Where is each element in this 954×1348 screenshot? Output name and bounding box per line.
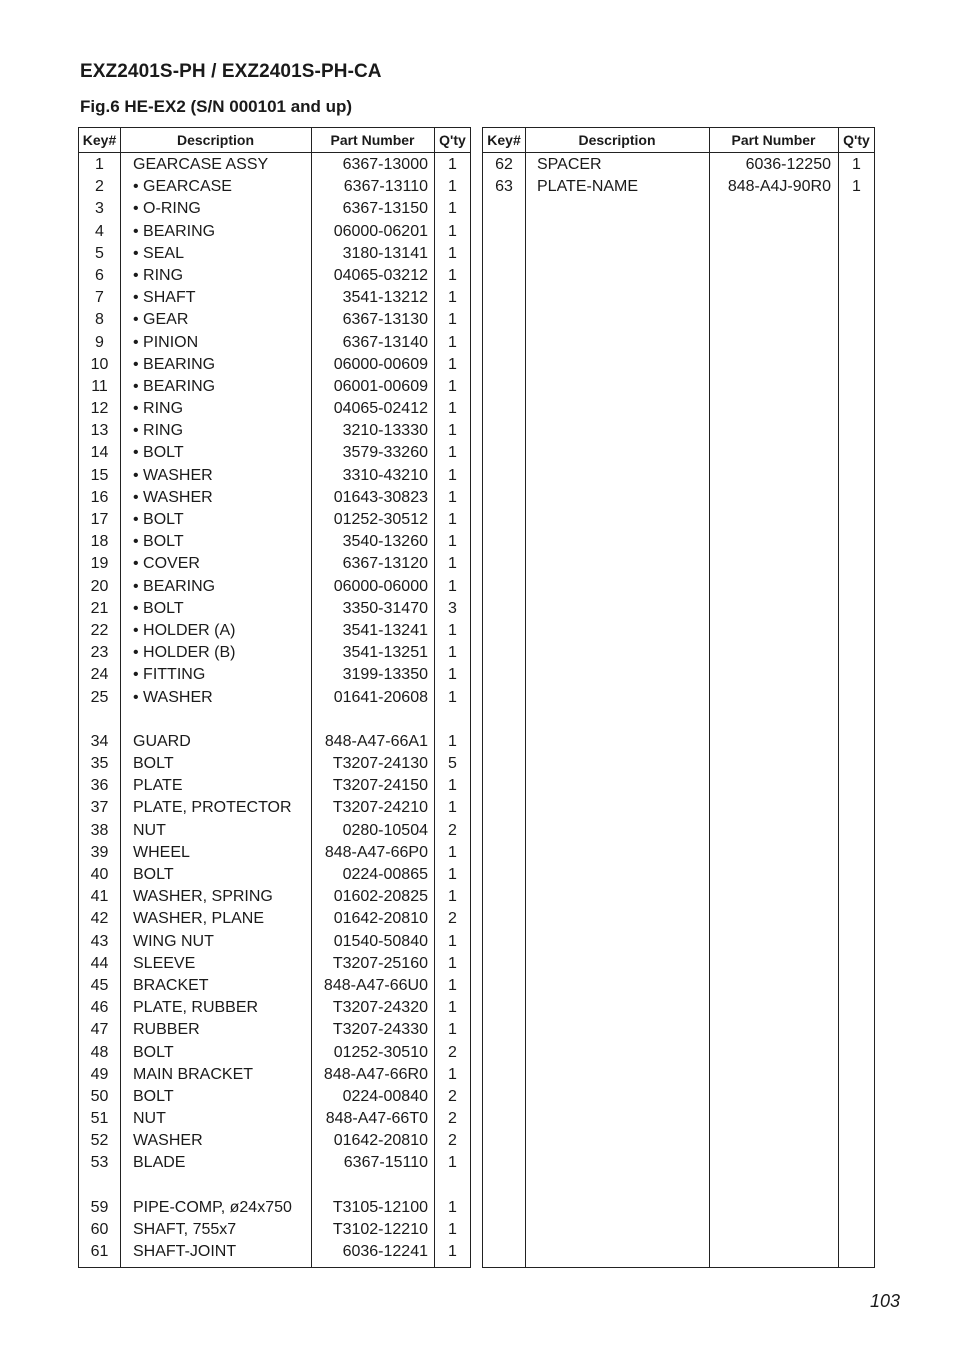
qty-cell: 1 bbox=[448, 888, 457, 906]
key-cell: 12 bbox=[90, 400, 109, 418]
table-row bbox=[79, 775, 470, 797]
qty-cell: 1 bbox=[448, 511, 457, 528]
description-cell: BOLT bbox=[133, 1087, 174, 1105]
qty-cell: 1 bbox=[448, 1021, 457, 1039]
table-row bbox=[79, 731, 470, 753]
table-row bbox=[79, 687, 470, 709]
description-cell: • SEAL bbox=[133, 244, 184, 262]
qty-cell: 1 bbox=[448, 1198, 457, 1216]
part-number-cell: 3350-31470 bbox=[342, 599, 428, 617]
key-cell: 1 bbox=[95, 156, 104, 173]
description-cell: • BEARING bbox=[133, 377, 216, 395]
table-row bbox=[79, 886, 470, 908]
qty-cell: 1 bbox=[448, 666, 457, 684]
key-cell: 59 bbox=[90, 1198, 109, 1216]
key-cell: 39 bbox=[90, 843, 109, 861]
part-number-cell: 6367-15110 bbox=[343, 1154, 428, 1172]
description-cell: • WASHER bbox=[133, 688, 213, 706]
key-cell: 42 bbox=[90, 910, 109, 928]
description-cell: MAIN BRACKET bbox=[133, 1065, 254, 1083]
table-row bbox=[79, 953, 470, 975]
table-row bbox=[79, 354, 470, 376]
qty-cell: 1 bbox=[448, 444, 457, 462]
key-cell: 10 bbox=[90, 355, 109, 373]
table-row bbox=[79, 931, 470, 953]
part-number-cell: 3180-13141 bbox=[342, 244, 428, 262]
key-cell: 8 bbox=[95, 311, 104, 329]
table-row bbox=[79, 465, 470, 487]
part-number-cell: 06000-06000 bbox=[333, 577, 428, 595]
part-number-cell: T3207-24210 bbox=[332, 799, 428, 817]
table-row bbox=[79, 1219, 470, 1241]
qty-cell: 2 bbox=[448, 1110, 457, 1128]
part-number-cell: 3540-13260 bbox=[342, 533, 428, 551]
key-cell: 16 bbox=[90, 488, 109, 506]
description-cell: • BOLT bbox=[133, 511, 184, 528]
qty-cell: 1 bbox=[448, 244, 457, 262]
key-cell: 45 bbox=[90, 976, 109, 994]
description-cell: WASHER bbox=[133, 1132, 203, 1150]
key-cell: 52 bbox=[90, 1132, 109, 1150]
part-number-cell: 01643-30823 bbox=[333, 488, 428, 506]
table-row bbox=[79, 531, 470, 553]
parts-table-right bbox=[482, 127, 875, 1268]
part-number-cell: 848-A4J-90R0 bbox=[727, 178, 831, 196]
figure-title: Fig.6 HE-EX2 (S/N 000101 and up) bbox=[80, 97, 353, 116]
qty-cell: 1 bbox=[852, 178, 861, 196]
column-header-description: Description bbox=[578, 132, 656, 148]
part-number-cell: 06000-00609 bbox=[333, 355, 428, 373]
table-row bbox=[79, 198, 470, 220]
part-number-cell: 848-A47-66U0 bbox=[323, 976, 428, 994]
qty-cell: 1 bbox=[852, 156, 861, 173]
description-cell: • COVER bbox=[133, 555, 200, 573]
description-cell: • GEARCASE bbox=[133, 178, 232, 196]
table-row bbox=[79, 1086, 470, 1108]
page-number: 103 bbox=[869, 1291, 900, 1311]
part-number-cell: T3207-24330 bbox=[332, 1021, 428, 1039]
table-row bbox=[79, 753, 470, 775]
key-cell: 5 bbox=[95, 244, 104, 262]
qty-cell: 1 bbox=[448, 866, 457, 883]
key-cell: 34 bbox=[90, 732, 109, 750]
part-number-cell: 3310-43210 bbox=[342, 466, 428, 484]
description-cell: BRACKET bbox=[133, 976, 209, 994]
qty-cell: 1 bbox=[448, 400, 457, 418]
parts-table-left bbox=[78, 127, 471, 1268]
part-number-cell: 848-A47-66R0 bbox=[323, 1065, 428, 1083]
qty-cell: 1 bbox=[448, 178, 457, 196]
part-number-cell: 3541-13212 bbox=[342, 289, 428, 307]
column-divider bbox=[709, 128, 710, 1267]
part-number-cell: 6367-13120 bbox=[342, 555, 428, 573]
qty-cell: 3 bbox=[448, 599, 457, 617]
key-cell: 37 bbox=[90, 799, 109, 817]
table-row bbox=[79, 553, 470, 575]
part-number-cell: 848-A47-66A1 bbox=[324, 732, 428, 750]
table-row bbox=[79, 1064, 470, 1086]
description-cell: • HOLDER (A) bbox=[133, 621, 236, 639]
part-number-cell: 3541-13251 bbox=[342, 644, 428, 662]
table-row bbox=[79, 664, 470, 686]
key-cell: 46 bbox=[90, 999, 109, 1017]
part-number-cell: 01252-30510 bbox=[333, 1043, 428, 1061]
table-row bbox=[79, 975, 470, 997]
qty-cell: 1 bbox=[448, 156, 457, 173]
table-row bbox=[79, 820, 470, 842]
description-cell: GEARCASE ASSY bbox=[133, 156, 269, 173]
part-number-cell: 01641-20608 bbox=[333, 688, 428, 706]
qty-cell: 1 bbox=[448, 377, 457, 395]
part-number-cell: 6367-13000 bbox=[342, 156, 428, 173]
qty-cell: 1 bbox=[448, 954, 457, 972]
table-row bbox=[79, 287, 470, 309]
key-cell: 22 bbox=[90, 621, 109, 639]
description-cell: WING NUT bbox=[133, 932, 214, 950]
header-divider bbox=[79, 152, 470, 153]
description-cell: • SHAFT bbox=[133, 289, 196, 307]
qty-cell: 1 bbox=[448, 1065, 457, 1083]
description-cell: • BEARING bbox=[133, 222, 216, 240]
table-row bbox=[79, 243, 470, 265]
qty-cell: 2 bbox=[448, 1087, 457, 1105]
key-cell: 9 bbox=[95, 333, 104, 351]
table-row bbox=[79, 842, 470, 864]
description-cell: • RING bbox=[133, 422, 184, 440]
description-cell: • BOLT bbox=[133, 599, 184, 617]
column-divider bbox=[838, 128, 839, 1267]
key-cell: 13 bbox=[90, 422, 109, 440]
part-number-cell: 6036-12250 bbox=[745, 156, 831, 173]
qty-cell: 1 bbox=[448, 1221, 457, 1238]
part-number-cell: 04065-03212 bbox=[333, 266, 428, 284]
qty-cell: 1 bbox=[448, 799, 457, 817]
key-cell: 63 bbox=[495, 178, 513, 196]
qty-cell: 1 bbox=[448, 1243, 457, 1261]
key-cell: 25 bbox=[90, 688, 109, 706]
description-cell: NUT bbox=[133, 1110, 166, 1128]
part-number-cell: 01602-20825 bbox=[333, 888, 428, 906]
part-number-cell: 6367-13140 bbox=[342, 333, 428, 351]
part-number-cell: T3207-24150 bbox=[332, 777, 428, 795]
qty-cell: 1 bbox=[448, 688, 457, 706]
qty-cell: 1 bbox=[448, 533, 457, 551]
description-cell: • BOLT bbox=[133, 533, 184, 551]
column-header-key: Key# bbox=[487, 132, 521, 148]
table-row bbox=[79, 442, 470, 464]
part-number-cell: 06000-06201 bbox=[333, 222, 428, 240]
description-cell: SHAFT, 755x7 bbox=[133, 1221, 237, 1238]
qty-cell: 2 bbox=[448, 1043, 457, 1061]
part-number-cell: 04065-02412 bbox=[333, 400, 428, 418]
description-cell: • O-RING bbox=[133, 200, 201, 218]
key-cell: 3 bbox=[95, 200, 104, 218]
key-cell: 11 bbox=[91, 377, 108, 395]
qty-cell: 2 bbox=[448, 821, 457, 839]
description-cell: • GEAR bbox=[133, 311, 189, 329]
column-header-qty: Q'ty bbox=[843, 132, 870, 148]
table-row bbox=[79, 620, 470, 642]
column-header-qty: Q'ty bbox=[439, 132, 466, 148]
description-cell: SPACER bbox=[537, 156, 602, 173]
key-cell: 17 bbox=[90, 511, 109, 528]
qty-cell: 1 bbox=[448, 488, 457, 506]
qty-cell: 1 bbox=[448, 577, 457, 595]
table-row bbox=[79, 908, 470, 930]
qty-cell: 1 bbox=[448, 222, 457, 240]
description-cell: BLADE bbox=[133, 1154, 186, 1172]
part-number-cell: 01642-20810 bbox=[333, 910, 428, 928]
qty-cell: 1 bbox=[448, 289, 457, 307]
table-row bbox=[79, 154, 470, 176]
description-cell: BOLT bbox=[133, 866, 174, 883]
description-cell: WASHER, SPRING bbox=[133, 888, 273, 906]
description-cell: • BOLT bbox=[133, 444, 184, 462]
part-number-cell: 3541-13241 bbox=[342, 621, 428, 639]
table-row bbox=[79, 487, 470, 509]
key-cell: 44 bbox=[90, 954, 109, 972]
key-cell: 20 bbox=[90, 577, 109, 595]
description-cell: • FITTING bbox=[133, 666, 206, 684]
table-row bbox=[79, 709, 470, 731]
part-number-cell: 0224-00865 bbox=[342, 866, 428, 883]
description-cell: • WASHER bbox=[133, 466, 213, 484]
key-cell: 36 bbox=[90, 777, 109, 795]
qty-cell: 2 bbox=[448, 1132, 457, 1150]
part-number-cell: T3105-12100 bbox=[332, 1198, 428, 1216]
qty-cell: 5 bbox=[448, 755, 457, 773]
table-row bbox=[79, 598, 470, 620]
table-row bbox=[79, 398, 470, 420]
description-cell: PLATE-NAME bbox=[537, 178, 639, 196]
description-cell: RUBBER bbox=[133, 1021, 200, 1039]
table-row bbox=[79, 576, 470, 598]
column-header-key: Key# bbox=[82, 132, 117, 148]
part-number-cell: 3199-13350 bbox=[342, 666, 428, 684]
description-cell: • BEARING bbox=[133, 355, 216, 373]
qty-cell: 1 bbox=[448, 1154, 457, 1172]
qty-cell: 1 bbox=[448, 644, 457, 662]
key-cell: 60 bbox=[90, 1221, 109, 1238]
description-cell: • HOLDER (B) bbox=[133, 644, 236, 662]
description-cell: WASHER, PLANE bbox=[133, 910, 264, 928]
model-title: EXZ2401S-PH / EXZ2401S-PH-CA bbox=[80, 61, 382, 82]
table-row bbox=[79, 1042, 470, 1064]
table-row bbox=[79, 176, 470, 198]
key-cell: 24 bbox=[90, 666, 109, 684]
part-number-cell: 848-A47-66T0 bbox=[325, 1110, 428, 1128]
table-row bbox=[79, 1241, 470, 1263]
description-cell: SHAFT-JOINT bbox=[133, 1243, 237, 1261]
key-cell: 49 bbox=[90, 1065, 109, 1083]
table-row bbox=[483, 154, 874, 176]
qty-cell: 1 bbox=[448, 999, 457, 1017]
part-number-cell: 3579-33260 bbox=[342, 444, 428, 462]
part-number-cell: T3207-24130 bbox=[332, 755, 428, 773]
table-row bbox=[79, 1152, 470, 1174]
description-cell: PLATE bbox=[133, 777, 183, 795]
column-divider bbox=[525, 128, 526, 1267]
table-row bbox=[79, 332, 470, 354]
key-cell: 51 bbox=[90, 1110, 109, 1128]
description-cell: WHEEL bbox=[133, 843, 190, 861]
description-cell: • WASHER bbox=[133, 488, 213, 506]
key-cell: 41 bbox=[90, 888, 109, 906]
key-cell: 40 bbox=[90, 866, 109, 883]
qty-cell: 2 bbox=[448, 910, 457, 928]
key-cell: 62 bbox=[495, 156, 513, 173]
qty-cell: 1 bbox=[448, 621, 457, 639]
qty-cell: 1 bbox=[448, 732, 457, 750]
part-number-cell: T3102-12210 bbox=[332, 1221, 428, 1238]
key-cell: 38 bbox=[90, 821, 109, 839]
qty-cell: 1 bbox=[448, 266, 457, 284]
qty-cell: 1 bbox=[448, 932, 457, 950]
table-row bbox=[79, 797, 470, 819]
key-cell: 43 bbox=[90, 932, 109, 950]
description-cell: NUT bbox=[133, 821, 166, 839]
key-cell: 14 bbox=[90, 444, 109, 462]
part-number-cell: 0224-00840 bbox=[342, 1087, 428, 1105]
part-number-cell: 01642-20810 bbox=[333, 1132, 428, 1150]
table-row bbox=[79, 420, 470, 442]
part-number-cell: 6367-13110 bbox=[343, 178, 428, 196]
key-cell: 47 bbox=[90, 1021, 109, 1039]
qty-cell: 1 bbox=[448, 777, 457, 795]
part-number-cell: 3210-13330 bbox=[342, 422, 428, 440]
key-cell: 35 bbox=[90, 755, 109, 773]
key-cell: 7 bbox=[95, 289, 104, 307]
key-cell: 2 bbox=[95, 178, 104, 196]
description-cell: • RING bbox=[133, 266, 184, 284]
table-row bbox=[79, 265, 470, 287]
description-cell: BOLT bbox=[133, 1043, 174, 1061]
table-row bbox=[79, 309, 470, 331]
key-cell: 50 bbox=[90, 1087, 109, 1105]
key-cell: 53 bbox=[90, 1154, 109, 1172]
qty-cell: 1 bbox=[448, 200, 457, 218]
description-cell: PIPE-COMP, ø24x750 bbox=[133, 1198, 292, 1216]
part-number-cell: T3207-24320 bbox=[332, 999, 428, 1017]
key-cell: 4 bbox=[95, 222, 104, 240]
description-cell: PLATE, PROTECTOR bbox=[133, 799, 292, 817]
column-header-part-number: Part Number bbox=[330, 132, 415, 148]
part-number-cell: 6367-13150 bbox=[342, 200, 428, 218]
qty-cell: 1 bbox=[448, 555, 457, 573]
key-cell: 18 bbox=[90, 533, 109, 551]
description-cell: SLEEVE bbox=[133, 954, 196, 972]
table-row bbox=[79, 997, 470, 1019]
header-divider bbox=[483, 152, 874, 153]
key-cell: 19 bbox=[90, 555, 109, 573]
qty-cell: 1 bbox=[448, 843, 457, 861]
table-row bbox=[79, 509, 470, 531]
qty-cell: 1 bbox=[448, 355, 457, 373]
qty-cell: 1 bbox=[448, 311, 457, 329]
description-cell: • RING bbox=[133, 400, 184, 418]
parts-list bbox=[79, 154, 470, 1263]
column-header-description: Description bbox=[176, 132, 254, 148]
table-row bbox=[79, 1175, 470, 1197]
qty-cell: 1 bbox=[448, 976, 457, 994]
description-cell: GUARD bbox=[133, 732, 191, 750]
part-number-cell: 01540-50840 bbox=[333, 932, 428, 950]
key-cell: 15 bbox=[90, 466, 109, 484]
qty-cell: 1 bbox=[448, 333, 457, 351]
part-number-cell: T3207-25160 bbox=[332, 954, 428, 972]
key-cell: 6 bbox=[95, 266, 104, 284]
table-row bbox=[483, 176, 874, 198]
part-number-cell: 01252-30512 bbox=[333, 511, 428, 528]
table-row bbox=[79, 1197, 470, 1219]
description-cell: • BEARING bbox=[133, 577, 216, 595]
table-row bbox=[79, 376, 470, 398]
column-header-part-number: Part Number bbox=[731, 132, 816, 148]
part-number-cell: 848-A47-66P0 bbox=[324, 843, 428, 861]
table-row bbox=[79, 642, 470, 664]
key-cell: 61 bbox=[90, 1243, 109, 1261]
part-number-cell: 0280-10504 bbox=[342, 821, 428, 839]
key-cell: 23 bbox=[90, 644, 109, 662]
table-row bbox=[79, 864, 470, 886]
part-number-cell: 6036-12241 bbox=[342, 1243, 428, 1261]
part-number-cell: 6367-13130 bbox=[342, 311, 428, 329]
table-row bbox=[79, 1108, 470, 1130]
part-number-cell: 06001-00609 bbox=[333, 377, 428, 395]
key-cell: 21 bbox=[90, 599, 109, 617]
key-cell: 48 bbox=[90, 1043, 109, 1061]
qty-cell: 1 bbox=[448, 466, 457, 484]
description-cell: BOLT bbox=[133, 755, 174, 773]
table-row bbox=[79, 221, 470, 243]
parts-list bbox=[483, 154, 874, 198]
table-row bbox=[79, 1130, 470, 1152]
description-cell: PLATE, RUBBER bbox=[133, 999, 259, 1017]
description-cell: • PINION bbox=[133, 333, 199, 351]
table-row bbox=[79, 1019, 470, 1041]
qty-cell: 1 bbox=[448, 422, 457, 440]
